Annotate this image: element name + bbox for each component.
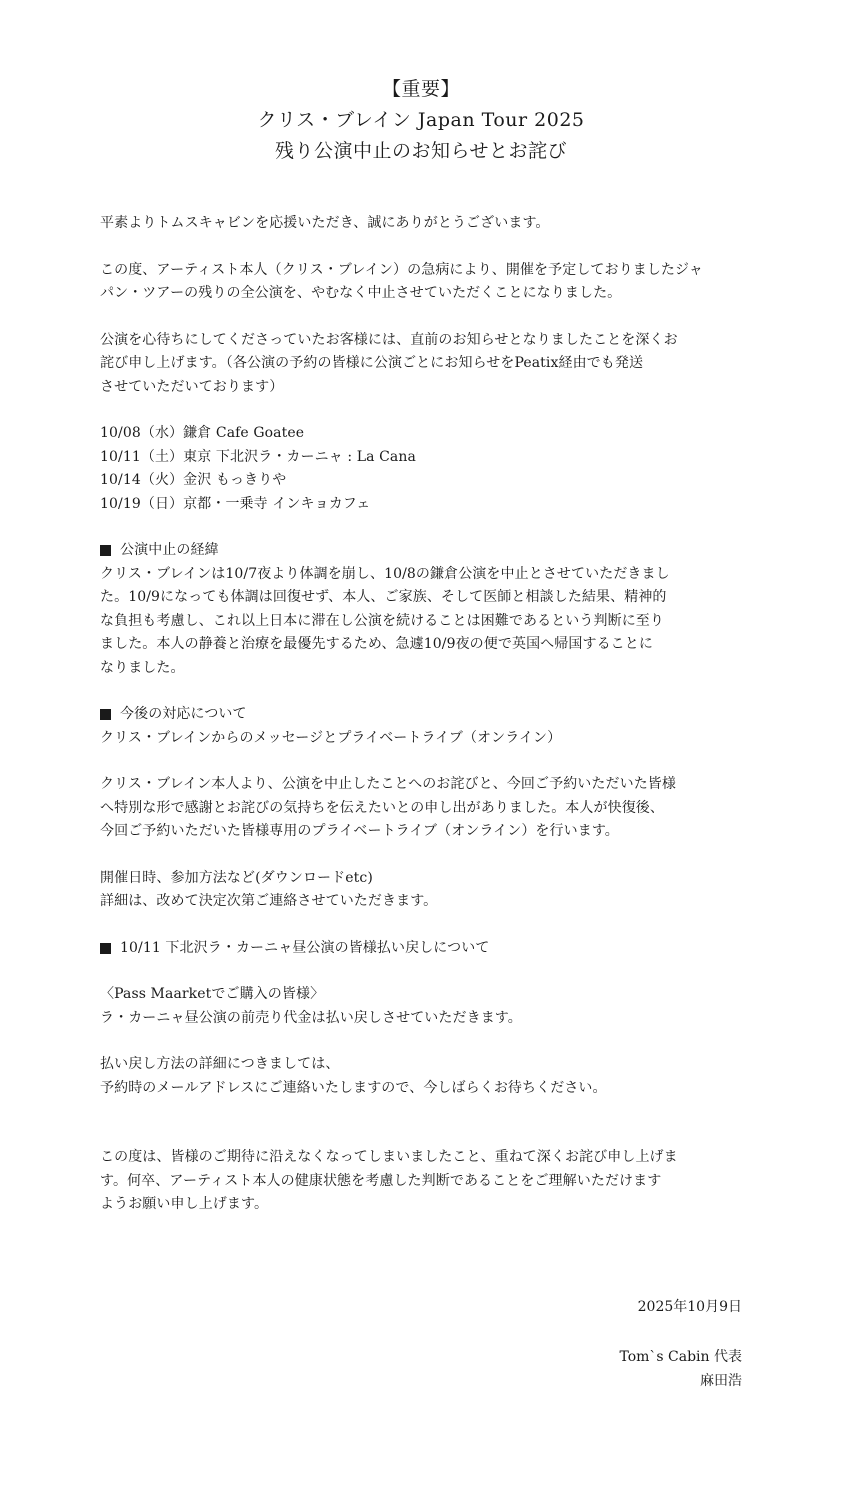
purchase-line: 〈Pass Maarketでご購入の皆様〉 bbox=[100, 986, 325, 1002]
show-item: 10/14（火）金沢 もっきりや bbox=[100, 472, 287, 488]
reason-line: な負担も考慮し、これ以上日本に滞在し公演を続けることは困難であるという判断に至り bbox=[100, 612, 664, 629]
apology-line: 公演を心待ちにしてくださっていたお客様には、直前のお知らせとなりましたことを深くお bbox=[100, 331, 678, 348]
details-line: 詳細は、改めて決定次第ご連絡させていただきます。 bbox=[100, 893, 438, 909]
apology-paragraph bbox=[100, 329, 760, 400]
signature-org: Tom`s Cabin 代表 bbox=[619, 1349, 742, 1365]
details-paragraph bbox=[100, 867, 760, 914]
black-square-bullet-icon bbox=[100, 943, 111, 954]
message-paragraph bbox=[100, 773, 760, 844]
details-line: 開催日時、参加方法など(ダウンロードetc) bbox=[100, 869, 373, 886]
black-square-bullet-icon bbox=[100, 709, 111, 720]
message-line: クリス・ブレイン本人より、公演を中止したことへのお詫びと、今回ご予約いただいた皆様 bbox=[100, 776, 676, 792]
greeting-paragraph bbox=[100, 212, 760, 236]
show-list bbox=[100, 422, 760, 516]
reason-line: た。10/9になっても体調は回復せず、本人、ご家族、そして医師と相談した結果、精神的 bbox=[100, 589, 667, 605]
reason-line: なりました。 bbox=[100, 659, 185, 676]
announcement-paragraph bbox=[100, 259, 760, 306]
purchase-paragraph bbox=[100, 983, 760, 1030]
signature-name: 麻田浩 bbox=[700, 1372, 742, 1389]
response-heading-text: 今後の対応について bbox=[120, 706, 247, 722]
response-section bbox=[100, 703, 760, 750]
refund-method-line: 払い戻し方法の詳細につきましては、 bbox=[100, 1056, 340, 1072]
notice-body bbox=[100, 212, 760, 1240]
title-tour-name: クリス・ブレイン Japan Tour 2025 bbox=[257, 109, 585, 131]
reason-line: クリス・ブレインは10/7夜より体調を崩し、10/8の鎌倉公演を中止とさせていただきまし bbox=[100, 565, 670, 582]
response-heading bbox=[100, 703, 760, 727]
apology-line: させていただいております） bbox=[100, 378, 284, 395]
title-cancellation: 残り公演中止のお知らせとお詫び bbox=[275, 140, 567, 162]
announcement-line: この度、アーティスト本人（クリス・ブレイン）の急病により、開催を予定しておりましたジャ bbox=[100, 261, 703, 278]
notice-date: 2025年10月9日 bbox=[637, 1299, 742, 1315]
closing-line: この度は、皆様のご期待に沿えなくなってしまいましたこと、重ねて深くお詫び申し上げま bbox=[100, 1149, 678, 1165]
response-subheading: クリス・ブレインからのメッセージとプライベートライブ（オンライン） bbox=[100, 729, 562, 746]
refund-heading-text: 10/11 下北沢ラ・カーニャ昼公演の皆様払い戻しについて bbox=[120, 939, 490, 956]
title-label-important: 【重要】 bbox=[381, 78, 460, 100]
closing-line: す。何卒、アーティスト本人の健康状態を考慮した判断であることをご理解いただけます bbox=[100, 1172, 662, 1189]
refund-method-line: 予約時のメールアドレスにご連絡いたしますので、今しばらくお待ちください。 bbox=[100, 1079, 607, 1096]
notice-title bbox=[0, 74, 842, 167]
greeting-line: 平素よりトムスキャビンを応援いただき、誠にありがとうございます。 bbox=[100, 215, 550, 231]
show-item: 10/08（水）鎌倉 Cafe Goatee bbox=[100, 425, 305, 441]
black-square-bullet-icon bbox=[100, 545, 111, 556]
reason-section bbox=[100, 539, 760, 680]
message-line: へ特別な形で感謝とお詫びの気持ちを伝えたいとの申し出がありました。本人が快復後、 bbox=[100, 799, 664, 816]
announcement-line: パン・ツアーの残りの全公演を、やむなく中止させていただくことになりました。 bbox=[100, 285, 622, 301]
show-item: 10/11（土）東京 下北沢ラ・カーニャ : La Cana bbox=[100, 448, 416, 465]
signature-block bbox=[619, 1346, 742, 1393]
purchase-line: ラ・カーニャ昼公演の前売り代金は払い戻しさせていただきます。 bbox=[100, 1009, 522, 1026]
message-line: 今回ご予約いただいた皆様専用のプライベートライブ（オンライン）を行います。 bbox=[100, 823, 619, 839]
refund-method-paragraph bbox=[100, 1053, 760, 1100]
closing-line: ようお願い申し上げます。 bbox=[100, 1196, 269, 1212]
apology-line: 詫び申し上げます。（各公演の予約の皆様に公演ごとにお知らせをPeatix経由でも発送 bbox=[100, 355, 644, 371]
refund-section bbox=[100, 937, 760, 961]
show-item: 10/19（日）京都・一乗寺 インキョカフェ bbox=[100, 495, 371, 512]
refund-heading bbox=[100, 937, 760, 961]
closing-paragraph bbox=[100, 1146, 760, 1217]
reason-heading-text: 公演中止の経緯 bbox=[120, 542, 219, 558]
reason-line: ました。本人の静養と治療を最優先するため、急遽10/9夜の便で英国へ帰国することに bbox=[100, 636, 653, 652]
reason-heading bbox=[100, 539, 760, 563]
